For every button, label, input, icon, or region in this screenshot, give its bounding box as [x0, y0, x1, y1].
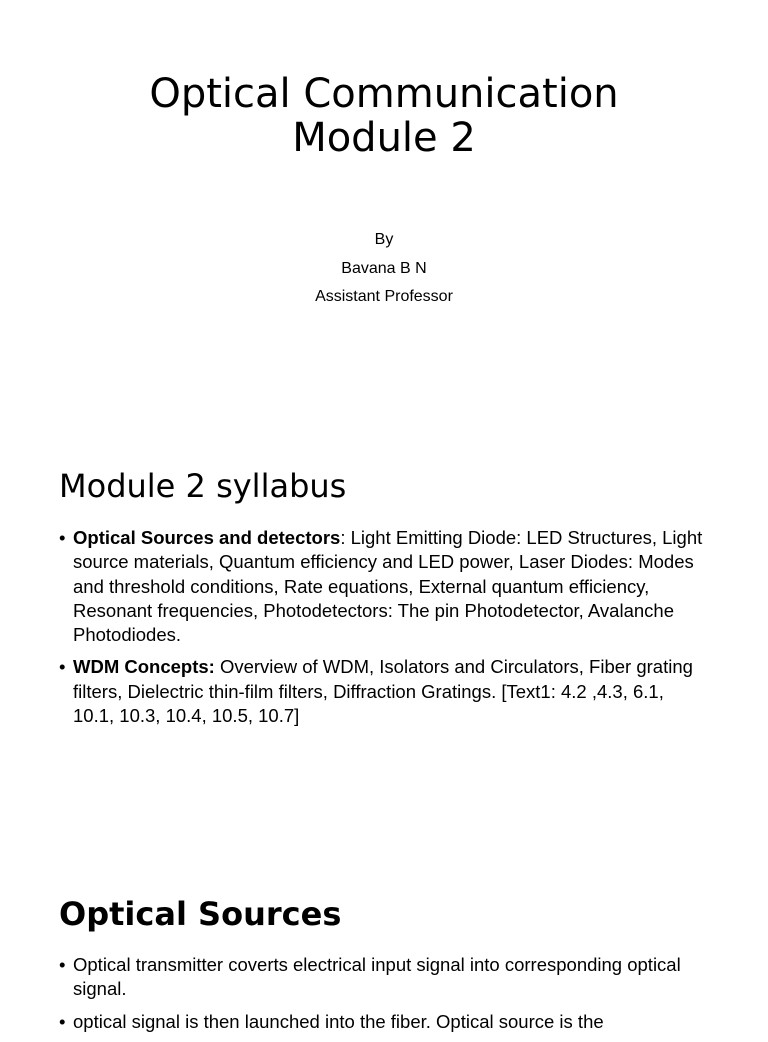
bullet-icon: • [59, 1010, 66, 1032]
bullet-icon: • [59, 527, 66, 548]
author-position: Assistant Professor [315, 288, 453, 305]
bullet-text: Overview of WDM, Isolators and Circulators, Fiber grating filters, Dielectric thin-film filters, Diffraction Gratings. [Text1: 4.2 ,4.3, 6.1, 10.1, 10.3, 10.4, 10.5, 10.7] [73, 656, 693, 727]
list-item [59, 655, 709, 728]
list-item [59, 526, 709, 647]
presentation-title [0, 72, 768, 160]
syllabus-slide [0, 432, 768, 792]
bullet-icon: • [59, 954, 66, 975]
syllabus-list [59, 526, 709, 736]
title-line-2: Module 2 [292, 115, 476, 161]
by-label: By [374, 231, 394, 248]
list-item [59, 953, 709, 1002]
title-line-1: Optical Communication [149, 71, 619, 117]
optical-sources-heading: Optical Sources [59, 895, 342, 933]
title-slide [0, 0, 768, 384]
syllabus-heading: Module 2 syllabus [59, 467, 347, 505]
bullet-text: : Light Emitting Diode: LED Structures, Light source materials, Quantum efficiency and LED power, Laser Diodes: Modes and threshold conditions, Rate equations, External quantum efficiency, Resonant frequencies, Photodetectors: The pin Photodetector, Avalanche Photodiodes. [73, 527, 703, 646]
bullet-bold-text: Optical Sources and detectors [73, 527, 341, 548]
bullet-text: Optical transmitter coverts electrical input signal into corresponding optical signal. [73, 954, 681, 1000]
optical-sources-list [59, 953, 709, 1042]
bullet-icon: • [59, 656, 66, 678]
bullet-text: optical signal is then launched into the fiber. Optical source is the [73, 1010, 604, 1032]
list-item [59, 1010, 709, 1034]
optical-sources-slide [0, 864, 768, 1032]
author-name: Bavana B N [341, 259, 427, 277]
presenter-info [0, 229, 768, 315]
bullet-bold-text: WDM Concepts: [73, 656, 215, 678]
